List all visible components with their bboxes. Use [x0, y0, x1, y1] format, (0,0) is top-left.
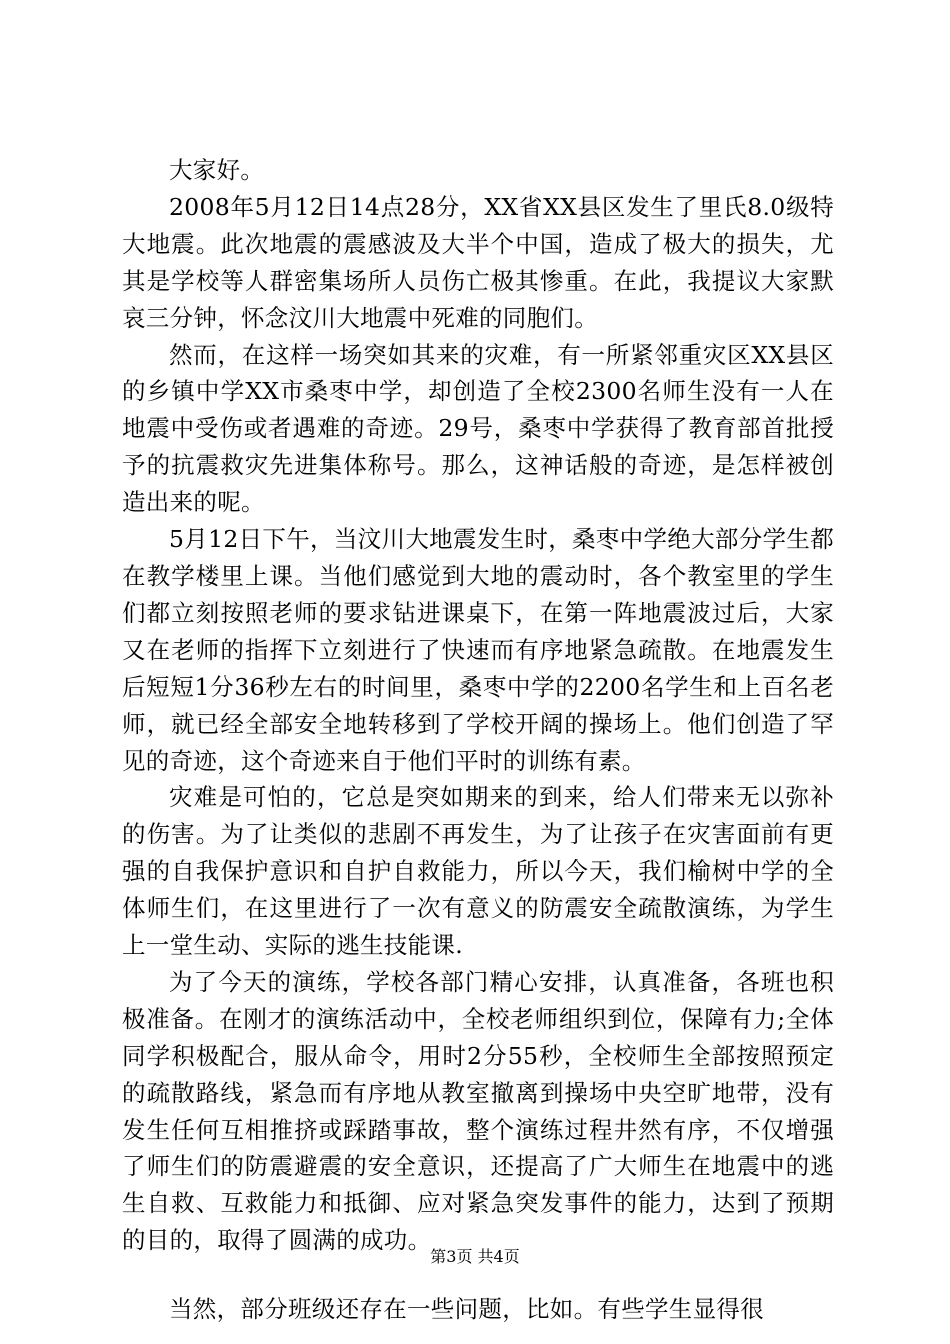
- paragraph-evacuation-account: 5月12日下午，当汶川大地震发生时，桑枣中学绝大部分学生都在教学楼里上课。当他们感觉到大地的震动时，各个教室里的学生们都立刻按照老师的要求钻进课桌下，在第一阵地震波过后，大家又在老师的指挥下立刻进行了快速而有序地紧急疏散。在地震发生后短短1分36秒左右的时间里，桑枣中学的2200名学生和上百名老师，就已经全部安全地转移到了学校开阔的操场上。他们创造了罕见的奇迹，这个奇迹来自于他们平时的训练有素。: [122, 525, 834, 775]
- paragraph-problems: 当然，部分班级还存在一些问题，比如。有些学生显得很: [169, 1295, 764, 1324]
- page-footer: 第3页 共4页: [430, 1247, 520, 1266]
- paragraph-earthquake-intro: 2008年5月12日14点28分，XX省XX县区发生了里氏8.0级特大地震。此次地震的震感波及大半个中国，造成了极大的损失，尤其是学校等人群密集场所人员伤亡极其惨重。在此，我提议大家默哀三分钟，怀念汶川大地震中死难的同胞们。: [122, 192, 834, 332]
- paragraph-drill-purpose: 灾难是可怕的，它总是突如期来的到来，给人们带来无以弥补的伤害。为了让类似的悲剧不再发生，为了让孩子在灾害面前有更强的自我保护意识和自护自救能力，所以今天，我们榆树中学的全体师生们，在这里进行了一次有意义的防震安全疏散演练，为学生上一堂生动、实际的逃生技能课.: [122, 783, 834, 960]
- paragraph-drill-summary: 为了今天的演练，学校各部门精心安排，认真准备，各班也积极准备。在刚才的演练活动中，全校老师组织到位，保障有力;全体同学积极配合，服从命令，用时2分55秒，全校师生全部按照预定的疏散路线，紧急而有序地从教室撤离到操场中央空旷地带，没有发生任何互相推挤或踩踏事故，整个演练过程井然有序，不仅增强了师生们的防震避震的安全意识，还提高了广大师生在地震中的逃生自救、互救能力和抵御、应对紧急突发事件的能力，达到了预期的目的，取得了圆满的成功。: [122, 967, 834, 1255]
- speech-body: [122, 152, 834, 1328]
- paragraph-sangzao-miracle: 然而，在这样一场突如其来的灾难，有一所紧邻重灾区XX县区的乡镇中学XX市桑枣中学，却创造了全校2300名师生没有一人在地震中受伤或者遇难的奇迹。29号，桑枣中学获得了教育部首批授予的抗震救灾先进集体称号。那么，这神话般的奇迹，是怎样被创造出来的呢。: [122, 340, 834, 517]
- paragraph-greeting: 大家好。: [169, 156, 265, 184]
